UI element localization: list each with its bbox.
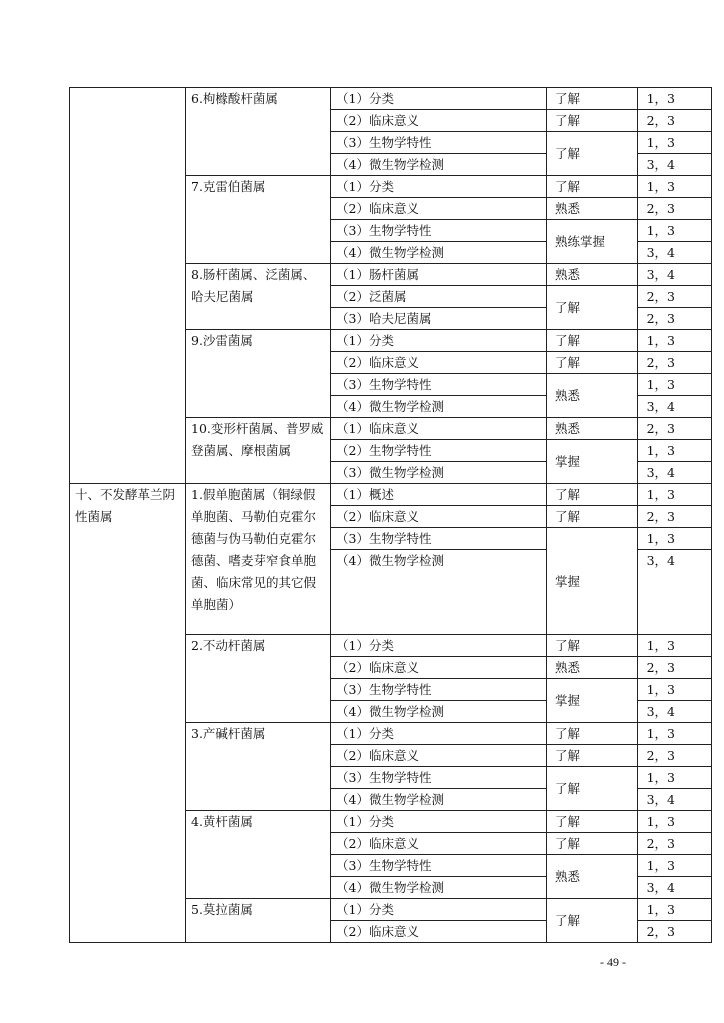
content-cell: （3）微生物学检测 <box>331 462 547 484</box>
chapter-cell: 2，3 <box>638 657 712 679</box>
content-cell: （2）临床意义 <box>331 110 547 132</box>
chapter-cell: 2，3 <box>638 308 712 330</box>
chapter-cell: 1，3 <box>638 176 712 198</box>
chapter-cell: 3，4 <box>638 264 712 286</box>
content-cell: （2）泛菌属 <box>331 286 547 308</box>
level-cell: 了解 <box>547 899 638 943</box>
table-row <box>70 484 712 506</box>
content-cell: （3）生物学特性 <box>331 855 547 877</box>
chapter-cell: 1，3 <box>638 374 712 396</box>
chapter-cell: 2，3 <box>638 110 712 132</box>
content-cell: （1）分类 <box>331 723 547 745</box>
category-cell-empty <box>70 88 186 484</box>
content-cell: （1）分类 <box>331 899 547 921</box>
content-cell: （1）分类 <box>331 635 547 657</box>
chapter-cell: 1，3 <box>638 679 712 701</box>
content-cell: （1）肠杆菌属 <box>331 264 547 286</box>
chapter-cell: 2，3 <box>638 506 712 528</box>
level-cell: 掌握 <box>547 528 638 635</box>
level-cell: 了解 <box>547 811 638 833</box>
level-cell: 了解 <box>547 506 638 528</box>
page-number: - 49 - <box>600 955 626 969</box>
chapter-cell: 1，3 <box>638 899 712 921</box>
content-cell: （3）生物学特性 <box>331 528 547 550</box>
level-cell: 了解 <box>547 88 638 110</box>
genus-cell: 5.莫拉菌属 <box>186 899 331 943</box>
chapter-cell: 3，4 <box>638 242 712 264</box>
level-cell: 掌握 <box>547 440 638 484</box>
level-cell: 掌握 <box>547 679 638 723</box>
content-cell: （2）生物学特性 <box>331 440 547 462</box>
genus-cell: 9.沙雷菌属 <box>186 330 331 418</box>
content-cell: （2）临床意义 <box>331 352 547 374</box>
genus-cell: 2.不动杆菌属 <box>186 635 331 723</box>
content-cell: （3）生物学特性 <box>331 220 547 242</box>
content-cell: （2）临床意义 <box>331 745 547 767</box>
chapter-cell: 1，3 <box>638 855 712 877</box>
content-cell: （2）临床意义 <box>331 921 547 943</box>
level-cell: 了解 <box>547 484 638 506</box>
content-cell: （1）分类 <box>331 811 547 833</box>
genus-cell: 4.黄杆菌属 <box>186 811 331 899</box>
content-cell: （1）分类 <box>331 88 547 110</box>
genus-cell: 8.肠杆菌属、泛菌属、哈夫尼菌属 <box>186 264 331 330</box>
content-cell: （3）生物学特性 <box>331 374 547 396</box>
genus-cell: 3.产碱杆菌属 <box>186 723 331 811</box>
content-cell: （3）生物学特性 <box>331 132 547 154</box>
level-cell: 了解 <box>547 330 638 352</box>
content-cell: （3）生物学特性 <box>331 767 547 789</box>
content-cell: （4）微生物学检测 <box>331 701 547 723</box>
chapter-cell: 2，3 <box>638 418 712 440</box>
chapter-cell: 2，3 <box>638 286 712 308</box>
chapter-cell: 1，3 <box>638 811 712 833</box>
level-cell: 熟悉 <box>547 374 638 418</box>
level-cell: 熟悉 <box>547 198 638 220</box>
chapter-cell: 3，4 <box>638 462 712 484</box>
level-cell: 了解 <box>547 767 638 811</box>
chapter-cell: 3，4 <box>638 877 712 899</box>
syllabus-table <box>69 87 712 943</box>
level-cell: 熟悉 <box>547 264 638 286</box>
level-cell: 熟悉 <box>547 418 638 440</box>
chapter-cell: 1，3 <box>638 528 712 550</box>
chapter-cell: 1，3 <box>638 132 712 154</box>
genus-cell: 7.克雷伯菌属 <box>186 176 331 264</box>
genus-cell: 1.假单胞菌属（铜绿假单胞菌、马勒伯克霍尔德菌与伪马勒伯克霍尔德菌、嗜麦芽窄食单胞菌、临床常见的其它假单胞菌） <box>186 484 331 635</box>
chapter-cell: 2，3 <box>638 352 712 374</box>
chapter-cell: 1，3 <box>638 330 712 352</box>
content-cell: （4）微生物学检测 <box>331 877 547 899</box>
content-cell: （1）概述 <box>331 484 547 506</box>
level-cell: 熟悉 <box>547 855 638 899</box>
chapter-cell: 1，3 <box>638 440 712 462</box>
content-cell: （1）临床意义 <box>331 418 547 440</box>
level-cell: 熟练掌握 <box>547 220 638 264</box>
content-cell: （2）临床意义 <box>331 198 547 220</box>
chapter-cell: 1，3 <box>638 484 712 506</box>
chapter-cell: 1，3 <box>638 88 712 110</box>
chapter-cell: 1，3 <box>638 635 712 657</box>
content-cell: （3）生物学特性 <box>331 679 547 701</box>
content-cell: （4）微生物学检测 <box>331 154 547 176</box>
level-cell: 了解 <box>547 723 638 745</box>
content-cell: （4）微生物学检测 <box>331 242 547 264</box>
chapter-cell: 1，3 <box>638 723 712 745</box>
chapter-cell: 3，4 <box>638 396 712 418</box>
content-cell: （1）分类 <box>331 330 547 352</box>
level-cell: 了解 <box>547 176 638 198</box>
content-cell: （4）微生物学检测 <box>331 550 547 635</box>
level-cell: 熟悉 <box>547 657 638 679</box>
chapter-cell: 2，3 <box>638 198 712 220</box>
content-cell: （2）临床意义 <box>331 833 547 855</box>
chapter-cell: 3，4 <box>638 550 712 635</box>
content-cell: （1）分类 <box>331 176 547 198</box>
level-cell: 了解 <box>547 352 638 374</box>
chapter-cell: 2，3 <box>638 833 712 855</box>
genus-cell: 10.变形杆菌属、普罗威登菌属、摩根菌属 <box>186 418 331 484</box>
content-cell: （4）微生物学检测 <box>331 789 547 811</box>
content-cell: （2）临床意义 <box>331 657 547 679</box>
content-cell: （4）微生物学检测 <box>331 396 547 418</box>
chapter-cell: 3，4 <box>638 789 712 811</box>
level-cell: 了解 <box>547 132 638 176</box>
category-cell: 十、不发酵革兰阴性菌属 <box>70 484 186 943</box>
content-cell: （3）哈夫尼菌属 <box>331 308 547 330</box>
table-row <box>70 88 712 110</box>
genus-cell: 6.枸橼酸杆菌属 <box>186 88 331 176</box>
level-cell: 了解 <box>547 833 638 855</box>
level-cell: 了解 <box>547 110 638 132</box>
chapter-cell: 3，4 <box>638 701 712 723</box>
chapter-cell: 2，3 <box>638 745 712 767</box>
chapter-cell: 2，3 <box>638 921 712 943</box>
level-cell: 了解 <box>547 745 638 767</box>
content-cell: （2）临床意义 <box>331 506 547 528</box>
chapter-cell: 3，4 <box>638 154 712 176</box>
chapter-cell: 1，3 <box>638 220 712 242</box>
level-cell: 了解 <box>547 635 638 657</box>
chapter-cell: 1，3 <box>638 767 712 789</box>
level-cell: 了解 <box>547 286 638 330</box>
